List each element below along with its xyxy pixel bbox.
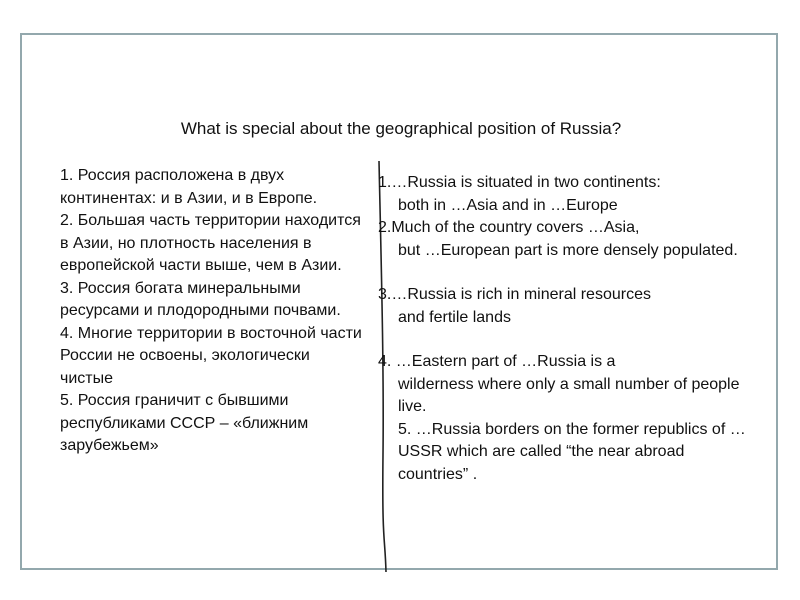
english-point-2-rest: but …European part is more densely populated.: [398, 241, 738, 259]
slide-title: What is special about the geographical position of Russia?: [180, 119, 622, 138]
english-column: [378, 172, 758, 486]
english-point-5: 5. …Russia borders on the former republics of …USSR which are called “the near abroad countries” .: [398, 420, 746, 483]
english-point-2-first: 2.Much of the country covers …Asia,: [378, 219, 640, 236]
russian-column: [60, 165, 365, 458]
russian-point-1: 1. Россия расположена в двух континентах: и в Азии, и в Европе.: [60, 167, 318, 207]
english-point-1-rest: both in …Asia and in …Europe: [398, 196, 618, 214]
russian-point-2: 2. Большая часть территории находится в Азии, но плотность населения в европейской части выше, чем в Азии.: [60, 212, 361, 274]
english-point-3-first: 3.…Russia is rich in mineral resources: [378, 286, 651, 303]
russian-point-3: 3. Россия богата минеральными ресурсами и плодородными почвами.: [60, 279, 341, 319]
english-point-4-rest: wilderness where only a small number of people live.: [398, 375, 740, 415]
russian-point-5: 5. Россия граничит с бывшими республиками СССР – «ближним зарубежьем»: [60, 392, 309, 454]
english-point-1-first: 1.…Russia is situated in two continents:: [378, 174, 661, 191]
slide-frame: [20, 33, 778, 570]
english-point-4-first: 4. …Eastern part of …Russia is a: [378, 353, 616, 370]
russian-point-4: 4. Многие территории в восточной части России не освоены, экологически чистые: [60, 324, 362, 387]
english-point-3-rest: and fertile lands: [398, 308, 511, 326]
